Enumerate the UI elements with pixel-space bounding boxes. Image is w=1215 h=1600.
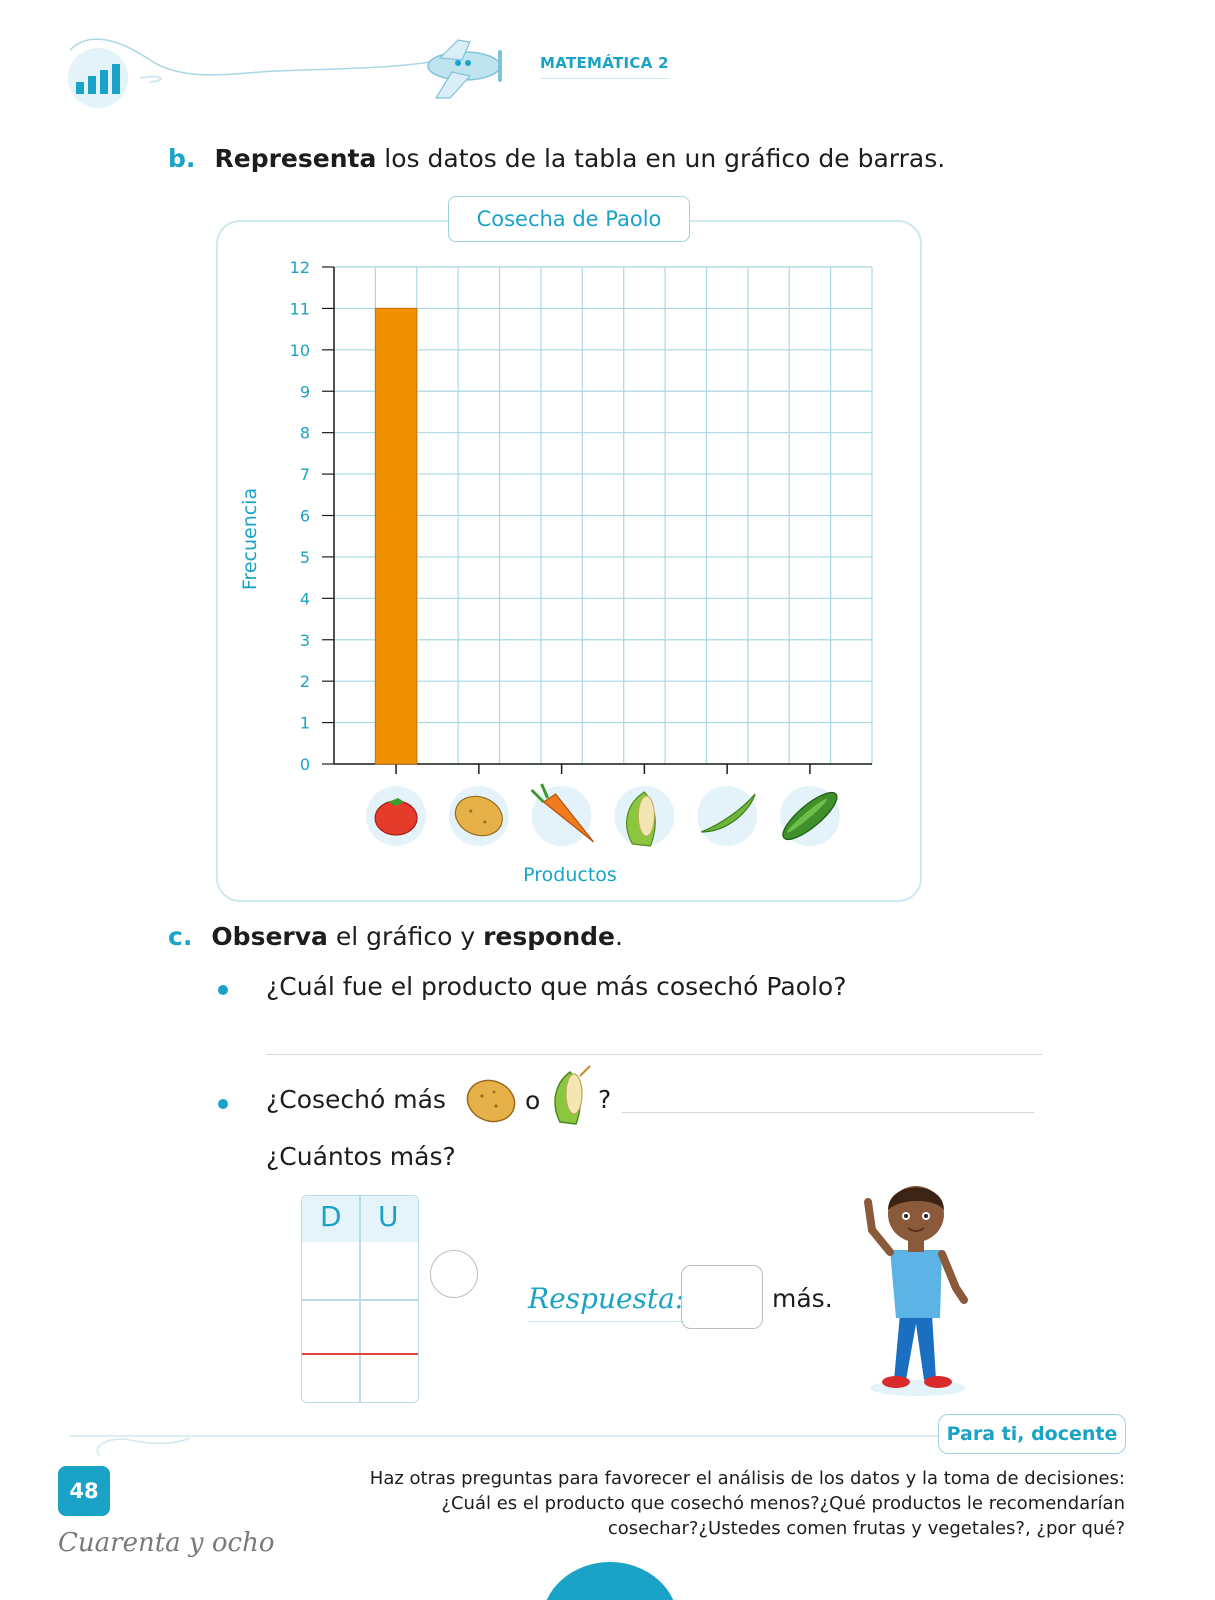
section-b-letter: b. <box>168 144 196 173</box>
section-b-rest: los datos de la tabla en un gráfico de barras. <box>376 144 946 173</box>
tens-header: D <box>320 1200 342 1233</box>
section-c-text <box>211 922 623 951</box>
question-2-start: ¿Cosechó más <box>266 1085 446 1114</box>
y-tick-label: 5 <box>299 547 310 567</box>
potato-icon <box>464 1076 518 1126</box>
question-2-end: ? <box>598 1085 612 1114</box>
mas-label: más. <box>772 1284 833 1313</box>
boy-illustration <box>860 1168 976 1398</box>
answer-line-1[interactable] <box>266 1054 1042 1055</box>
corn-icon <box>614 786 674 846</box>
answer-box[interactable] <box>681 1265 763 1329</box>
respuesta-label: Respuesta: <box>528 1282 684 1322</box>
units-header: U <box>378 1200 399 1233</box>
y-tick-label: 4 <box>299 589 310 609</box>
chart-title: Cosecha de Paolo <box>448 196 690 242</box>
y-tick-label: 6 <box>299 506 310 526</box>
section-c-text-1: el gráfico y <box>327 922 484 951</box>
bullet-1 <box>218 985 228 995</box>
section-c-instruction <box>168 922 623 951</box>
question-3: ¿Cuántos más? <box>266 1142 456 1171</box>
teacher-note-line-1: Haz otras preguntas para favorecer el análisis de los datos y la toma de decisiones: <box>369 1468 1125 1489</box>
operation-sign-circle[interactable] <box>430 1250 478 1298</box>
x-axis-label: Productos <box>523 864 617 886</box>
tens-units-table[interactable] <box>301 1195 419 1403</box>
bullet-2 <box>218 1099 228 1109</box>
carrot-icon <box>532 784 594 846</box>
teacher-note-line-3: cosechar?¿Ustedes comen frutas y vegetales?, ¿por qué? <box>607 1518 1125 1539</box>
cucumber-icon <box>777 786 843 847</box>
section-b-verb: Representa <box>214 144 377 173</box>
book-title: MATEMÁTICA 2 <box>540 54 669 79</box>
teacher-note-line-2: ¿Cuál es el producto que cosechó menos?¿Qué productos le recomendarían <box>441 1493 1125 1514</box>
answer-line-2[interactable] <box>622 1112 1034 1113</box>
corn-icon <box>550 1062 594 1130</box>
y-tick-label: 10 <box>289 340 310 360</box>
footer-semicircle <box>540 1560 680 1600</box>
question-1: ¿Cuál fue el producto que más cosechó Paolo? <box>266 972 847 1001</box>
y-tick-label: 11 <box>289 299 310 319</box>
y-tick-label: 3 <box>299 630 310 650</box>
y-tick-label: 12 <box>289 258 310 277</box>
bar-tomate <box>375 308 416 764</box>
section-c-letter: c. <box>168 922 193 951</box>
section-c-text-2: . <box>614 922 623 951</box>
y-tick-label: 8 <box>299 423 310 443</box>
potato-icon <box>449 786 509 846</box>
teacher-note <box>285 1466 1125 1541</box>
page-number: 48 <box>58 1466 110 1516</box>
docente-tab: Para ti, docente <box>938 1414 1126 1454</box>
y-tick-label: 7 <box>299 465 310 485</box>
question-2-or: o <box>525 1086 541 1115</box>
section-c-verb-2: responde <box>483 922 615 951</box>
y-tick-label: 9 <box>299 382 310 402</box>
y-axis-label: Frecuencia <box>239 487 261 591</box>
tomato-icon <box>366 786 426 846</box>
section-c-verb-1: Observa <box>211 922 328 951</box>
y-tick-label: 1 <box>299 713 310 733</box>
pea-pod-icon <box>697 786 757 846</box>
y-tick-label: 0 <box>299 755 310 774</box>
y-tick-label: 2 <box>299 672 310 692</box>
page-number-words: Cuarenta y ocho <box>58 1528 275 1558</box>
